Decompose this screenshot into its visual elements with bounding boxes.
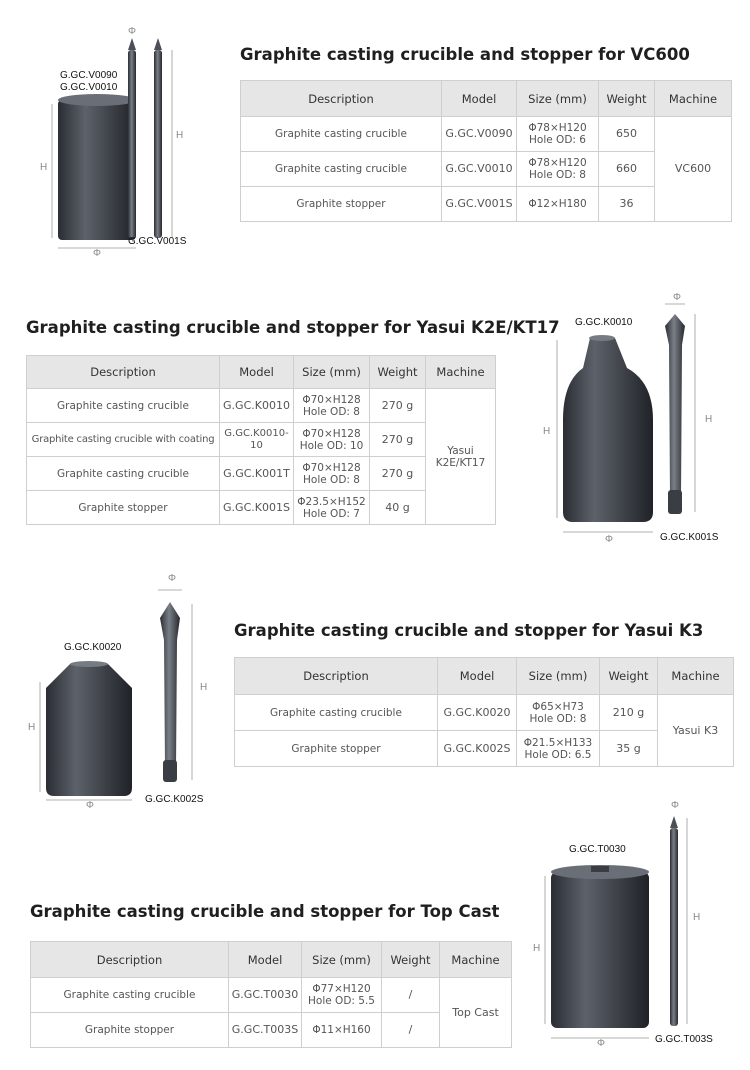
header-model: Model [442,81,517,117]
header-model: Model [220,356,294,389]
cell-description: Graphite casting crucible [241,117,442,152]
cell-model: G.GC.V001S [442,187,517,222]
cell-model: G.GC.K0010-10 [220,423,294,457]
table-header-row [241,81,732,117]
cell-description: Graphite stopper [235,731,438,767]
cell-model: G.GC.K001S [220,491,294,525]
cell-description: Graphite casting crucible [27,389,220,423]
header-description: Description [241,81,442,117]
cell-model: G.GC.K0020 [438,695,517,731]
cell-size: Φ70×H128 Hole OD: 8 [294,457,370,491]
cell-size: Φ65×H73 Hole OD: 8 [517,695,600,731]
cell-weight: / [382,1013,440,1048]
spec-table [240,80,732,222]
section-title: Graphite casting crucible and stopper for Yasui K2E/KT17 [26,318,560,337]
cell-size: Φ70×H128 Hole OD: 10 [294,423,370,457]
cell-weight: 650 [599,117,655,152]
height-label: H [200,682,208,693]
crucible-stopper-image [40,20,230,260]
table-header-row [235,658,734,695]
table-header-row [27,356,496,389]
header-weight: Weight [382,942,440,978]
cell-size: Φ21.5×H133 Hole OD: 6.5 [517,731,600,767]
cell-size: Φ11×H160 [302,1013,382,1048]
table-row [241,117,732,152]
cell-description: Graphite stopper [31,1013,229,1048]
header-weight: Weight [600,658,658,695]
cell-description: Graphite casting crucible [235,695,438,731]
diameter-label: Φ [93,248,101,259]
spec-table [26,355,496,525]
table-row [27,423,496,457]
header-weight: Weight [599,81,655,117]
cell-size: Φ12×H180 [517,187,599,222]
diameter-label: Φ [605,534,613,545]
table-row [235,695,734,731]
header-weight: Weight [370,356,426,389]
header-model: Model [229,942,302,978]
table-row [31,1013,512,1048]
cell-weight: 35 g [600,731,658,767]
section-title: Graphite casting crucible and stopper for Top Cast [30,902,500,921]
header-machine: Machine [655,81,732,117]
header-size: Size (mm) [517,658,600,695]
header-description: Description [31,942,229,978]
header-machine: Machine [658,658,734,695]
cell-model: G.GC.K001T [220,457,294,491]
diameter-label: Φ [86,800,94,811]
cell-description: Graphite stopper [27,491,220,525]
cell-machine: Yasui K3 [658,695,734,767]
cell-model: G.GC.V0090 [442,117,517,152]
diameter-label: Φ [168,573,176,584]
header-model: Model [438,658,517,695]
header-size: Size (mm) [302,942,382,978]
model-label: G.GC.K0010 [575,317,633,328]
model-label: G.GC.K001S [660,532,719,543]
crucible-stopper-image [20,570,230,810]
section-title: Graphite casting crucible and stopper for Yasui K3 [234,621,704,640]
cell-weight: 40 g [370,491,426,525]
model-label: G.GC.V001S [128,236,187,247]
model-label: G.GC.T0030 [569,844,626,855]
cell-description: Graphite casting crucible [31,978,229,1013]
header-size: Size (mm) [294,356,370,389]
diameter-label: Φ [128,26,136,37]
spec-table [30,941,512,1048]
table-row [31,978,512,1013]
cell-size: Φ77×H120 Hole OD: 5.5 [302,978,382,1013]
product-photo-k3 [20,570,230,810]
cell-weight: 270 g [370,389,426,423]
table-row [27,389,496,423]
height-label: H [693,912,701,923]
cell-description: Graphite casting crucible with coating [27,423,220,457]
header-description: Description [27,356,220,389]
height-label: H [40,162,48,173]
cell-description: Graphite stopper [241,187,442,222]
model-label: G.GC.K002S [145,794,204,805]
header-description: Description [235,658,438,695]
cell-model: G.GC.V0010 [442,152,517,187]
model-label: G.GC.V0010 [60,82,118,93]
diameter-label: Φ [671,800,679,811]
header-size: Size (mm) [517,81,599,117]
cell-model: G.GC.T003S [229,1013,302,1048]
model-label: G.GC.K0020 [64,642,122,653]
product-photo-vc600 [40,20,230,260]
cell-weight: / [382,978,440,1013]
cell-weight: 270 g [370,423,426,457]
height-label: H [28,722,36,733]
cell-weight: 270 g [370,457,426,491]
cell-description: Graphite casting crucible [27,457,220,491]
diameter-label: Φ [673,292,681,303]
cell-machine: Top Cast [440,978,512,1048]
cell-model: G.GC.K002S [438,731,517,767]
spec-table [234,657,734,767]
header-machine: Machine [426,356,496,389]
cell-weight: 660 [599,152,655,187]
product-photo-top-cast [525,800,740,1062]
model-label: G.GC.T003S [655,1034,713,1045]
cell-weight: 210 g [600,695,658,731]
header-machine: Machine [440,942,512,978]
cell-size: Φ78×H120 Hole OD: 8 [517,152,599,187]
product-photo-k2e [535,290,735,550]
height-label: H [705,414,713,425]
section-title: Graphite casting crucible and stopper for VC600 [240,45,690,64]
cell-model: G.GC.T0030 [229,978,302,1013]
cell-machine: VC600 [655,117,732,222]
cell-model: G.GC.K0010 [220,389,294,423]
cell-weight: 36 [599,187,655,222]
cell-size: Φ70×H128 Hole OD: 8 [294,389,370,423]
table-header-row [31,942,512,978]
cell-description: Graphite casting crucible [241,152,442,187]
height-label: H [543,426,551,437]
crucible-stopper-image [525,800,740,1062]
table-row [27,491,496,525]
height-label: H [176,130,184,141]
cell-size: Φ23.5×H152 Hole OD: 7 [294,491,370,525]
height-label: H [533,943,541,954]
diameter-label: Φ [597,1038,605,1049]
cell-size: Φ78×H120 Hole OD: 6 [517,117,599,152]
cell-machine: Yasui K2E/KT17 [426,389,496,525]
table-row [27,457,496,491]
model-label: G.GC.V0090 [60,70,118,81]
